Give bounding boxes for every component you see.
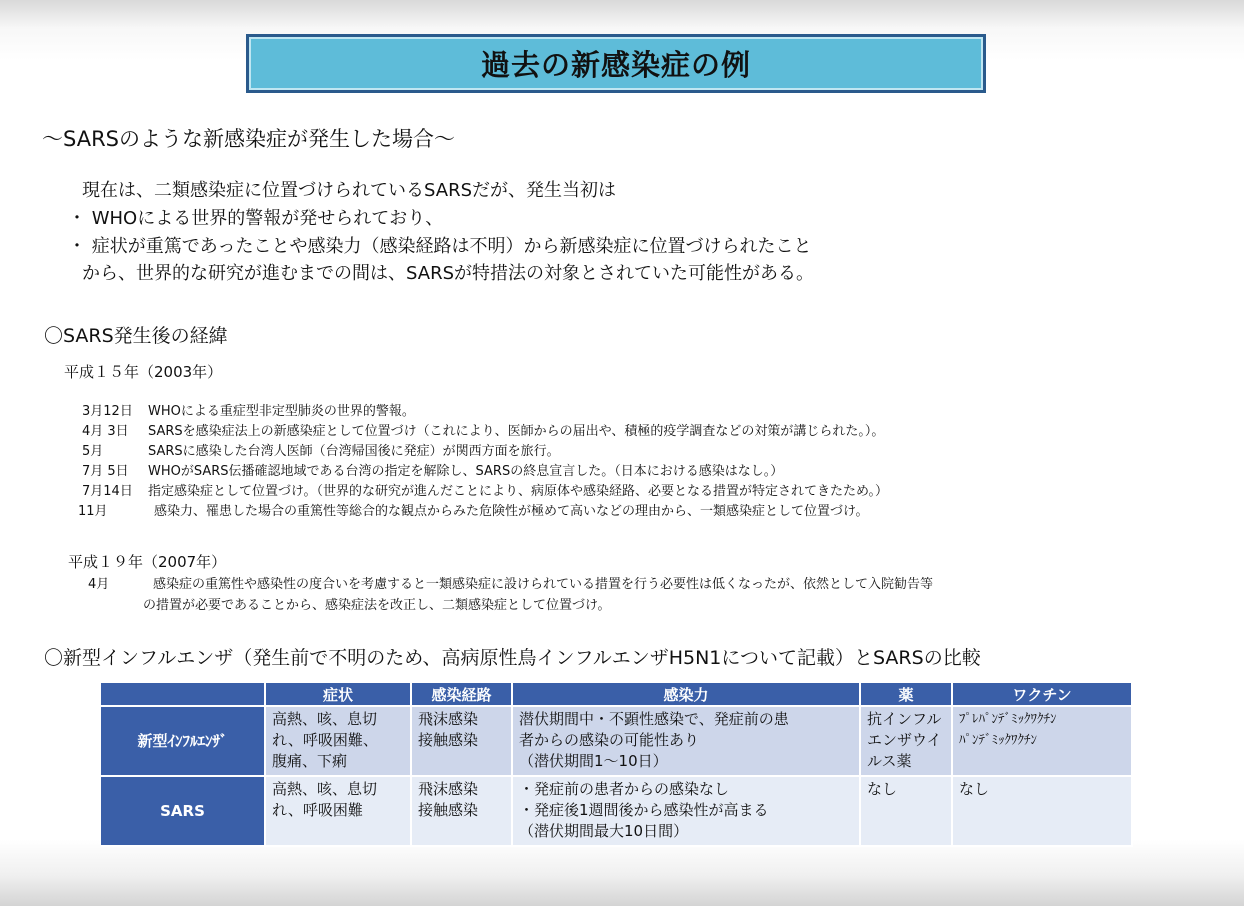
event-row <box>82 480 888 499</box>
col-header-blank <box>101 683 265 706</box>
intro-bullet-2: ・ 症状が重篤であったことや感染力（感染経路は不明）から新感染症に位置づけられたこと <box>68 236 812 257</box>
event-date: 11月 <box>78 504 108 519</box>
cell-infectivity: 潜伏期間中・不顕性感染で、発症前の患 者からの感染の可能性あり （潜伏期間1～10日） <box>512 706 860 776</box>
event-date: 5月 <box>82 444 104 459</box>
col-header-vaccine: ワクチン <box>952 683 1132 706</box>
cell-symptoms: 高熱、咳、息切 れ、呼吸困難、 腹痛、下痢 <box>265 706 411 776</box>
cell-symptoms: 高熱、咳、息切 れ、呼吸困難 <box>265 776 411 846</box>
intro-line-4: から、世界的な研究が進むまでの間は、SARSが特措法の対象とされていた可能性がある。 <box>82 263 815 284</box>
event-text: SARSに感染した台湾人医師（台湾帰国後に発症）が関西方面を旅行。 <box>148 444 560 459</box>
event-text: 指定感染症として位置づけ。（世界的な研究が進んだことにより、病原体や感染経路、必要となる措置が特定されてきたため。） <box>148 484 888 499</box>
event-row <box>78 500 868 519</box>
row-header-influenza: 新型ｲﾝﾌﾙｴﾝｻﾞ <box>101 706 265 776</box>
event-row <box>82 400 415 419</box>
col-header-drug: 薬 <box>860 683 952 706</box>
cell-vaccine: ﾌﾟﾚﾊﾟﾝﾃﾞﾐｯｸﾜｸﾁﾝ ﾊﾟﾝﾃﾞﾐｯｸﾜｸﾁﾝ <box>952 706 1132 776</box>
history-heading: 〇SARS発生後の経緯 <box>44 325 228 347</box>
cell-infectivity: ・発症前の患者からの感染なし ・発症後1週間後から感染性が高まる （潜伏期間最大10日間） <box>512 776 860 846</box>
event-date: 7月 5日 <box>82 464 129 479</box>
event-2007-date: 4月 <box>88 577 110 592</box>
intro-bullet-1: ・ WHOによる世界的警報が発せられており、 <box>68 208 444 229</box>
col-header-route: 感染経路 <box>411 683 512 706</box>
event-2007-line-1: 感染症の重篤性や感染性の度合いを考慮すると一類感染症に設けられている措置を行う必要性は低くなったが、依然として入院勧告等 <box>153 577 934 592</box>
table-row <box>101 706 1132 776</box>
event-date: 3月12日 <box>82 404 133 419</box>
comparison-heading: 〇新型インフルエンザ（発生前で不明のため、高病原性鳥インフルエンザH5N1について記載）とSARSの比較 <box>44 647 981 669</box>
event-text: WHOがSARS伝播確認地域である台湾の指定を解除し、SARSの終息宣言した。（日本における感染はなし。） <box>148 464 784 479</box>
intro-line-1: 現在は、二類感染症に位置づけられているSARSだが、発生当初は <box>82 180 617 201</box>
table-header-row <box>101 683 1132 706</box>
col-header-infectivity: 感染力 <box>512 683 860 706</box>
event-row <box>82 460 783 479</box>
subtitle: ～SARSのような新感染症が発生した場合～ <box>42 127 456 151</box>
row-header-sars: SARS <box>101 776 265 846</box>
event-text: 感染力、罹患した場合の重篤性等総合的な観点からみた危険性が極めて高いなどの理由から、一類感染症として位置づけ。 <box>154 504 869 519</box>
table-row <box>101 776 1132 846</box>
event-text: SARSを感染症法上の新感染症として位置づけ（これにより、医師からの届出や、積極的疫学調査などの対策が講じられた。）。 <box>148 424 885 439</box>
event-row <box>82 440 560 459</box>
comparison-table <box>101 683 1133 847</box>
history-year-2003: 平成１５年（2003年） <box>64 363 223 381</box>
event-row <box>82 420 884 439</box>
event-text: WHOによる重症型非定型肺炎の世界的警報。 <box>148 404 415 419</box>
cell-drug: 抗インフル エンザウイ ルス薬 <box>860 706 952 776</box>
history-year-2007: 平成１９年（2007年） <box>68 553 227 571</box>
cell-drug: なし <box>860 776 952 846</box>
cell-route: 飛沫感染 接触感染 <box>411 776 512 846</box>
event-2007-line-2: の措置が必要であることから、感染症法を改正し、二類感染症として位置づけ。 <box>143 598 611 613</box>
event-date: 7月14日 <box>82 484 133 499</box>
slide-title: 過去の新感染症の例 <box>246 34 986 93</box>
col-header-symptoms: 症状 <box>265 683 411 706</box>
event-date: 4月 3日 <box>82 424 129 439</box>
cell-route: 飛沫感染 接触感染 <box>411 706 512 776</box>
cell-vaccine: なし <box>952 776 1132 846</box>
